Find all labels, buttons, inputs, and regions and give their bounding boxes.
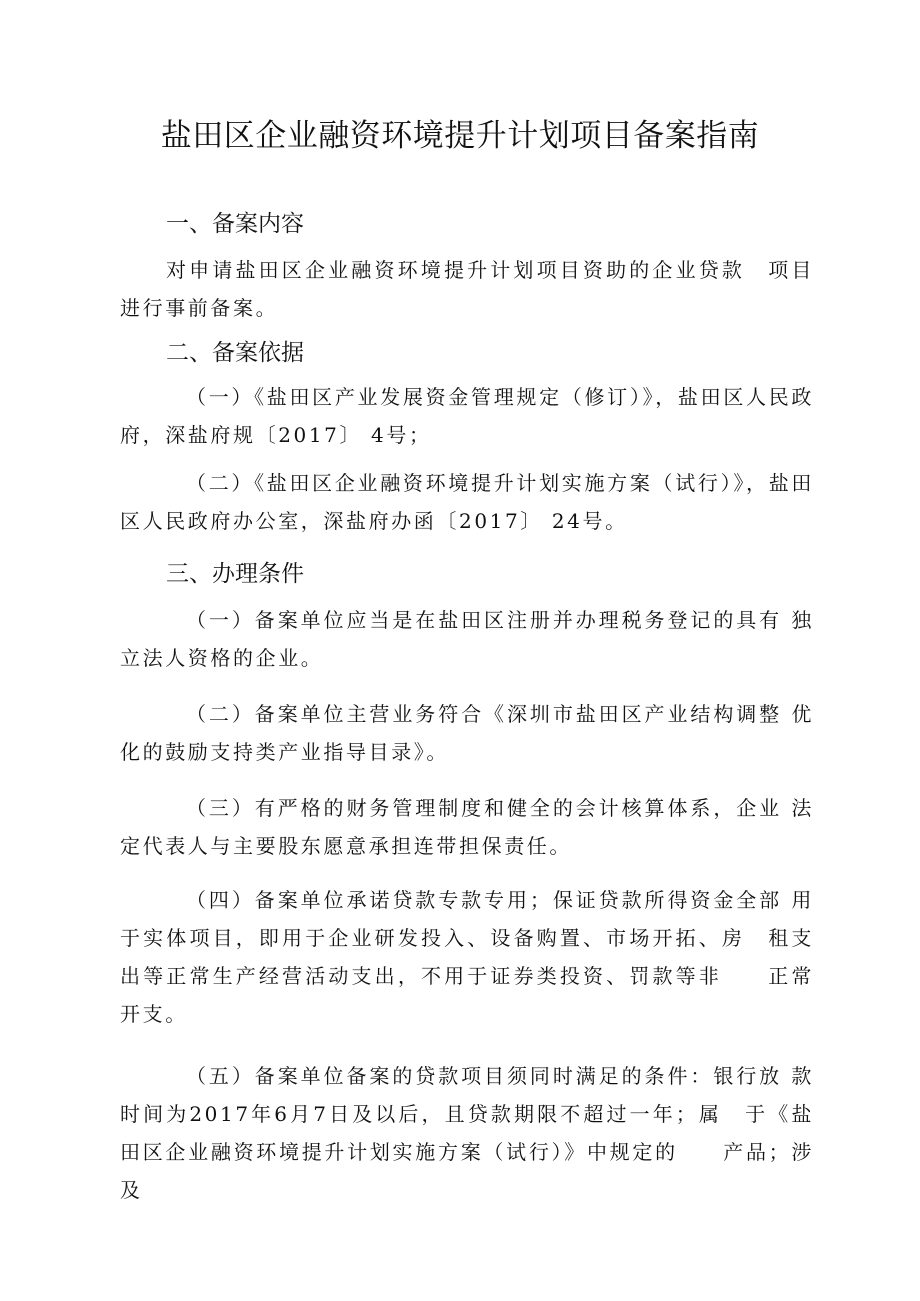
section-heading-2: 二、备案依据 — [166, 340, 304, 366]
paragraph-3-3: （三）有严格的财务管理制度和健全的会计核算体系，企业 法定代表人与主要股东愿意承担连带担保责任。 — [120, 796, 814, 858]
paragraph-3-4: （四）备案单位承诺贷款专款专用；保证贷款所得资金全部 用于实体项目，即用于企业研发投入、设备购置、市场开拓、房 租支出等正常生产经营活动支出，不用于证券类投资、罚款等非 正常开支。 — [120, 888, 814, 1026]
document-title: 盐田区企业融资环境提升计划项目备案指南 — [160, 118, 760, 154]
paragraph-3-2: （二）备案单位主营业务符合《深圳市盐田区产业结构调整 优化的鼓励支持类产业指导目录》。 — [120, 702, 814, 764]
paragraph-1-1: 对申请盐田区企业融资环境提升计划项目资助的企业贷款 项目进行事前备案。 — [120, 258, 814, 320]
section-heading-3: 三、办理条件 — [166, 561, 304, 587]
paragraph-2-1: （一）《盐田区产业发展资金管理规定（修订）》，盐田区人民政府，深盐府规〔2017〕 4号； — [120, 385, 814, 447]
paragraph-3-5: （五）备案单位备案的贷款项目须同时满足的条件：银行放 款时间为2017年6月7日及以后，且贷款期限不超过一年；属 于《盐田区企业融资环境提升计划实施方案（试行）》中规定的 产品；涉及 — [120, 1064, 814, 1202]
paragraph-2-2: （二）《盐田区企业融资环境提升计划实施方案（试行）》，盐田区人民政府办公室，深盐府办函〔2017〕 24号。 — [120, 471, 814, 533]
section-heading-1: 一、备案内容 — [166, 211, 304, 237]
paragraph-3-1: （一）备案单位应当是在盐田区注册并办理税务登记的具有 独立法人资格的企业。 — [120, 608, 814, 670]
